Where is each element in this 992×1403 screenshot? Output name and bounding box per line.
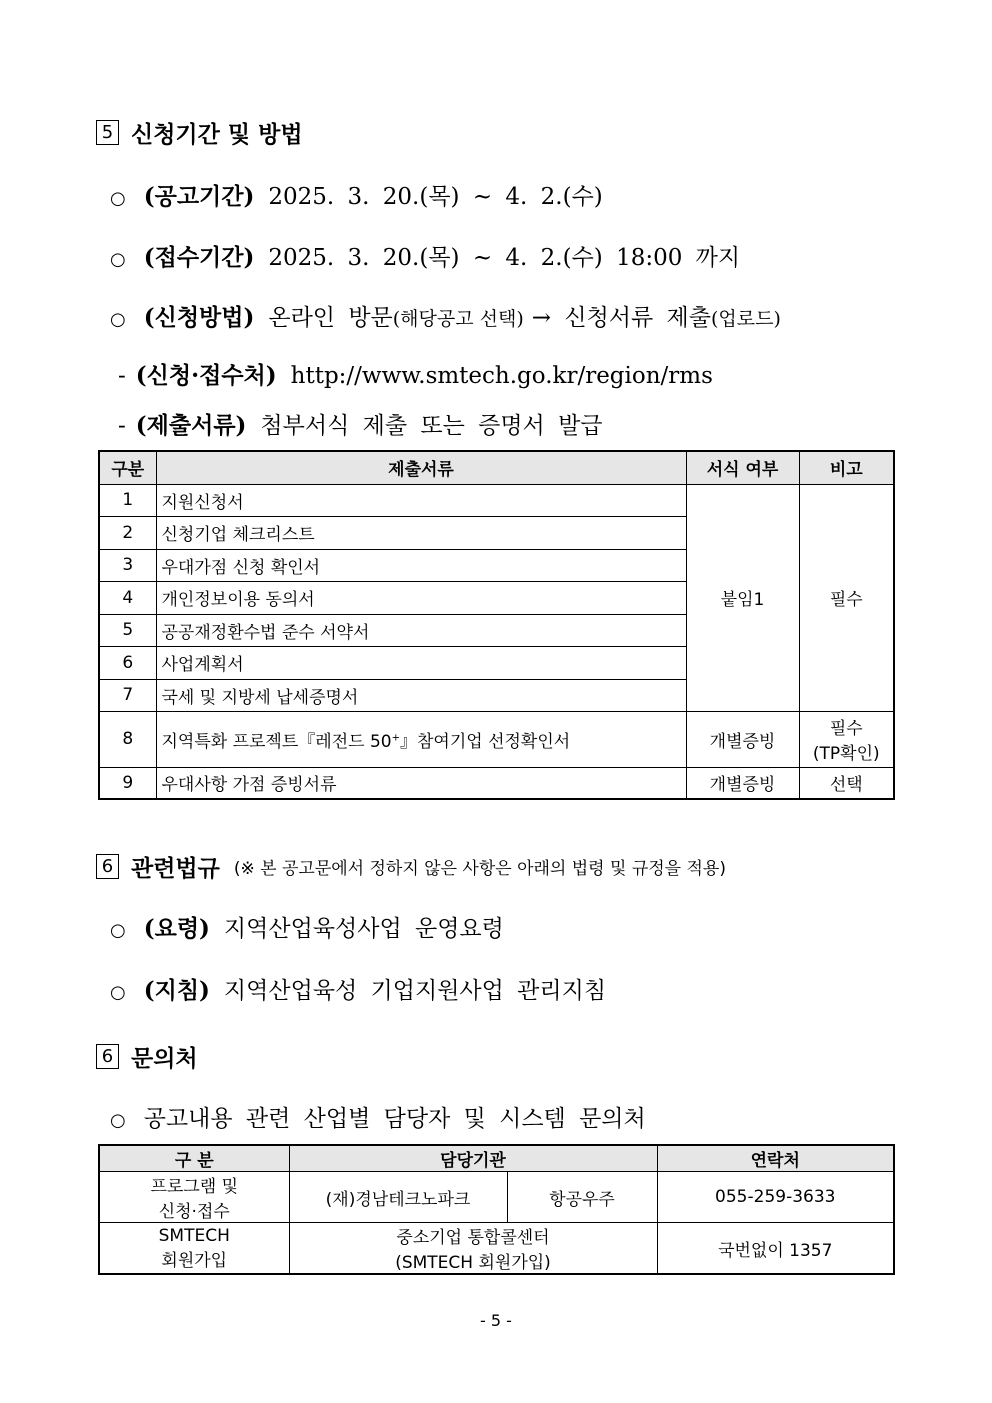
table-row [99, 711, 894, 767]
circle-bullet-icon: ○ [110, 249, 126, 270]
document-name: 우대가점 신청 확인서 [156, 549, 686, 581]
note-cell [799, 711, 894, 767]
item-label: (지침) [143, 977, 210, 1004]
table-row [99, 1223, 894, 1275]
document-name: 지원신청서 [156, 484, 686, 516]
phone-cell: 055-259-3633 [657, 1172, 894, 1223]
table-header-row [99, 451, 894, 484]
category-cell [99, 1172, 289, 1223]
category-line: 프로그램 및 [150, 1177, 238, 1197]
item-label: (공고기간) [143, 183, 255, 210]
document-name: 사업계획서 [156, 646, 686, 679]
page-number: - 5 - [480, 1311, 512, 1330]
list-item [110, 910, 504, 943]
header-cell: 구분 [99, 451, 156, 484]
item-text: 지역산업육성사업 운영요령 [223, 916, 504, 942]
header-cell: 제출서류 [156, 451, 686, 484]
category-cell [99, 1223, 289, 1275]
superscript-plus: + [391, 731, 400, 743]
section-title: 문의처 [131, 1046, 198, 1072]
circle-bullet-icon: ○ [110, 309, 126, 330]
item-text: 공고내용 관련 산업별 담당자 및 시스템 문의처 [143, 1106, 646, 1132]
phone-cell: 국번없이 1357 [657, 1223, 894, 1275]
item-label: (요령) [143, 915, 210, 942]
header-cell: 연락처 [657, 1145, 894, 1172]
dash-bullet: - [118, 363, 126, 389]
item-text: 온라인 방문 [268, 305, 393, 331]
section-5-heading [96, 116, 303, 149]
organization-cell: (재)경남테크노파크 [289, 1172, 507, 1223]
note-cell: 필수 [799, 484, 894, 711]
format-cell: 붙임1 [686, 484, 799, 711]
item-text: 2025. 3. 20.(목) ~ 4. 2.(수) [268, 184, 603, 210]
item-label: (제출서류) [135, 412, 247, 439]
header-cell: 구 분 [99, 1145, 289, 1172]
row-number: 2 [99, 516, 156, 549]
format-cell: 개별증빙 [686, 711, 799, 767]
item-text: 지역산업육성 기업지원사업 관리지침 [223, 978, 607, 1004]
circle-bullet-icon: ○ [110, 982, 126, 1003]
circle-bullet-icon: ○ [110, 920, 126, 941]
section-title: 관련법규 [131, 856, 220, 882]
row-number: 8 [99, 711, 156, 767]
section-title: 신청기간 및 방법 [131, 122, 303, 148]
item-note: (업로드) [710, 308, 781, 330]
note-line: (TP확인) [812, 744, 880, 764]
organization-line: 중소기업 통합콜센터 [396, 1228, 550, 1248]
list-item [110, 239, 740, 272]
header-cell: 담당기관 [289, 1145, 657, 1172]
document-name: 공공재정환수법 준수 서약서 [156, 614, 686, 646]
circle-bullet-icon: ○ [110, 188, 126, 209]
table-row [99, 1172, 894, 1223]
row-number: 4 [99, 581, 156, 614]
document-name: 신청기업 체크리스트 [156, 516, 686, 549]
department-cell: 항공우주 [507, 1172, 657, 1223]
application-url: http://www.smtech.go.kr/region/rms [290, 363, 713, 389]
list-item [110, 1100, 646, 1133]
row-number: 5 [99, 614, 156, 646]
category-line: SMTECH [158, 1225, 230, 1246]
item-label: (신청·접수처) [135, 362, 277, 389]
document-name: 개인정보이용 동의서 [156, 581, 686, 614]
row-number: 9 [99, 767, 156, 799]
sub-item [118, 407, 603, 440]
table-row [99, 484, 894, 516]
row-number: 6 [99, 646, 156, 679]
item-note: (해당공고 선택) [392, 308, 524, 330]
circle-bullet-icon: ○ [110, 1110, 126, 1131]
section-number-box: 6 [96, 854, 119, 879]
table-row [99, 767, 894, 799]
item-text: 2025. 3. 20.(목) ~ 4. 2.(수) 18:00 까지 [268, 245, 741, 271]
row-number: 7 [99, 679, 156, 711]
section-contact-heading [96, 1040, 198, 1073]
item-text: → 신청서류 제출 [531, 305, 711, 331]
section-6-heading [96, 850, 726, 883]
row-number: 3 [99, 549, 156, 581]
item-label: (신청방법) [143, 304, 255, 331]
category-line: 신청·접수 [158, 1202, 230, 1222]
format-cell: 개별증빙 [686, 767, 799, 799]
section-number-box: 6 [96, 1044, 119, 1069]
dash-bullet: - [118, 413, 126, 439]
item-label: (접수기간) [143, 244, 255, 271]
category-line: 회원가입 [161, 1250, 228, 1271]
document-name [156, 711, 686, 767]
header-cell: 비고 [799, 451, 894, 484]
sub-item [118, 357, 713, 390]
header-cell: 서식 여부 [686, 451, 799, 484]
note-line: 필수 [829, 719, 863, 739]
section-note: (※ 본 공고문에서 정하지 않은 사항은 아래의 법령 및 규정을 적용) [233, 859, 726, 879]
document-name: 국세 및 지방세 납세증명서 [156, 679, 686, 711]
item-text: 첨부서식 제출 또는 증명서 발급 [260, 413, 603, 439]
list-item [110, 178, 603, 211]
section-number-box: 5 [96, 120, 119, 145]
list-item [110, 972, 606, 1005]
note-cell: 선택 [799, 767, 894, 799]
document-name-part: 』참여기업 선정확인서 [399, 731, 571, 752]
documents-table [98, 450, 895, 800]
organization-line: (SMTECH 회원가입) [395, 1253, 551, 1273]
list-item [110, 299, 781, 332]
organization-cell [289, 1223, 657, 1275]
table-header-row [99, 1145, 894, 1172]
row-number: 1 [99, 484, 156, 516]
contact-table [98, 1144, 895, 1275]
document-name: 우대사항 가점 증빙서류 [156, 767, 686, 799]
document-name-part: 지역특화 프로젝트『레전드 50 [161, 731, 392, 752]
